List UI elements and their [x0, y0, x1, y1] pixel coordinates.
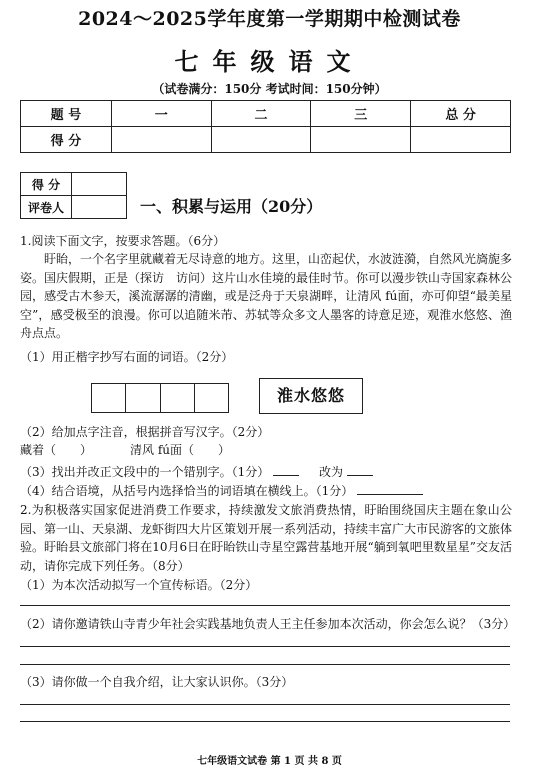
score-cell	[311, 127, 411, 153]
q1-sub2-item1[interactable]: 藏着（ ）	[20, 443, 93, 457]
grader-score-label: 得 分	[21, 173, 72, 196]
grader-name-label: 评卷人	[21, 196, 72, 219]
q1-sub3-text: （3）找出并改正文段中的一个错别字。（1分）	[20, 465, 270, 479]
score-table	[20, 100, 511, 153]
q1-sub1: （1）用正楷字抄写右面的词语。（2分）	[20, 350, 234, 364]
q1-stem: 1.阅读下面文字，按要求答题。（6分）	[20, 234, 226, 248]
sample-word: 淮水悠悠	[259, 378, 363, 414]
score-header-cell: 总 分	[411, 101, 511, 127]
page-footer: 七年级语文试卷 第 1 页 共 8 页	[197, 756, 342, 767]
answer-line[interactable]	[20, 704, 510, 705]
q1-sub4-text: （4）结合语境，从括号内选择恰当的词语填在横线上。（1分）	[20, 484, 354, 498]
q1-sub3	[20, 463, 373, 482]
wrong-char-blank[interactable]	[273, 475, 299, 476]
score-cell	[411, 127, 511, 153]
correct-char-blank[interactable]	[347, 475, 373, 476]
answer-line[interactable]	[20, 664, 510, 665]
q1-sub2: （2）给加点字注音，根据拼音写汉字。（2分）	[20, 425, 270, 439]
score-row-label: 得 分	[21, 127, 112, 153]
answer-line[interactable]	[20, 721, 510, 722]
answer-line[interactable]	[20, 605, 510, 606]
q1-sub3-correct: 改为	[318, 465, 343, 479]
q2-stem: 2.为积极落实国家促进消费工作要求，持续激发文旅消费热情，盱眙围绕国庆主题在象山公园、第一山、天泉湖、龙虾街四大片区策划开展一系列活动，持续丰富广大市民游客的文旅体验。盱眙县文旅部门将在10月6日在盱眙铁山寺星空露营基地开展“躺到氧吧里数星星”交友活动，请你完成下列任务。（8分）	[20, 503, 513, 573]
q2-sub2: （2）请你邀请铁山寺青少年社会实践基地负责人王主任参加本次活动，你会怎么说？（3分）	[20, 617, 516, 631]
score-header-cell: 题 号	[21, 101, 112, 127]
handwriting-grid[interactable]	[91, 383, 229, 413]
word-choice-blank[interactable]	[357, 494, 423, 495]
grader-score-cell	[72, 173, 127, 196]
section-title: 一、积累与运用（20分）	[140, 197, 323, 216]
q2-sub3: （3）请你做一个自我介绍，让大家认识你。（3分）	[20, 675, 294, 689]
score-header-cell: 三	[311, 101, 411, 127]
grader-table	[20, 172, 127, 219]
score-header-cell: 二	[211, 101, 311, 127]
answer-line[interactable]	[20, 646, 510, 647]
exam-subject: 七年级语文	[174, 47, 365, 76]
grader-name-cell	[72, 196, 127, 219]
exam-title: 2024～2025学年度第一学期期中检测试卷	[78, 8, 461, 30]
score-cell	[111, 127, 211, 153]
exam-meta: （试卷满分：150分 考试时间：150分钟）	[152, 82, 387, 96]
score-cell	[211, 127, 311, 153]
q1-sub2-item2[interactable]: 清风 fú面（ ）	[130, 443, 230, 457]
q1-sub4	[20, 482, 423, 501]
score-header-cell: 一	[111, 101, 211, 127]
q1-passage: 盱眙，一个名字里就藏着无尽诗意的地方。这里，山峦起伏，水波涟漪，自然风光旖旎多姿。国庆假期，正是（探访 访问）这片山水佳境的最佳时节。你可以漫步铁山寺国家森林公园，感受古木参天，溪流潺潺的清幽，或是泛舟于天泉湖畔，让清风 fú面，亦可仰望“最美星空”，感受极至的浪漫。你可以追随米芾、苏轼等众多文人墨客的诗意足迹，观淮水悠悠、渔舟点点。	[20, 252, 513, 340]
q2-sub1: （1）为本次活动拟写一个宣传标语。（2分）	[20, 578, 258, 592]
